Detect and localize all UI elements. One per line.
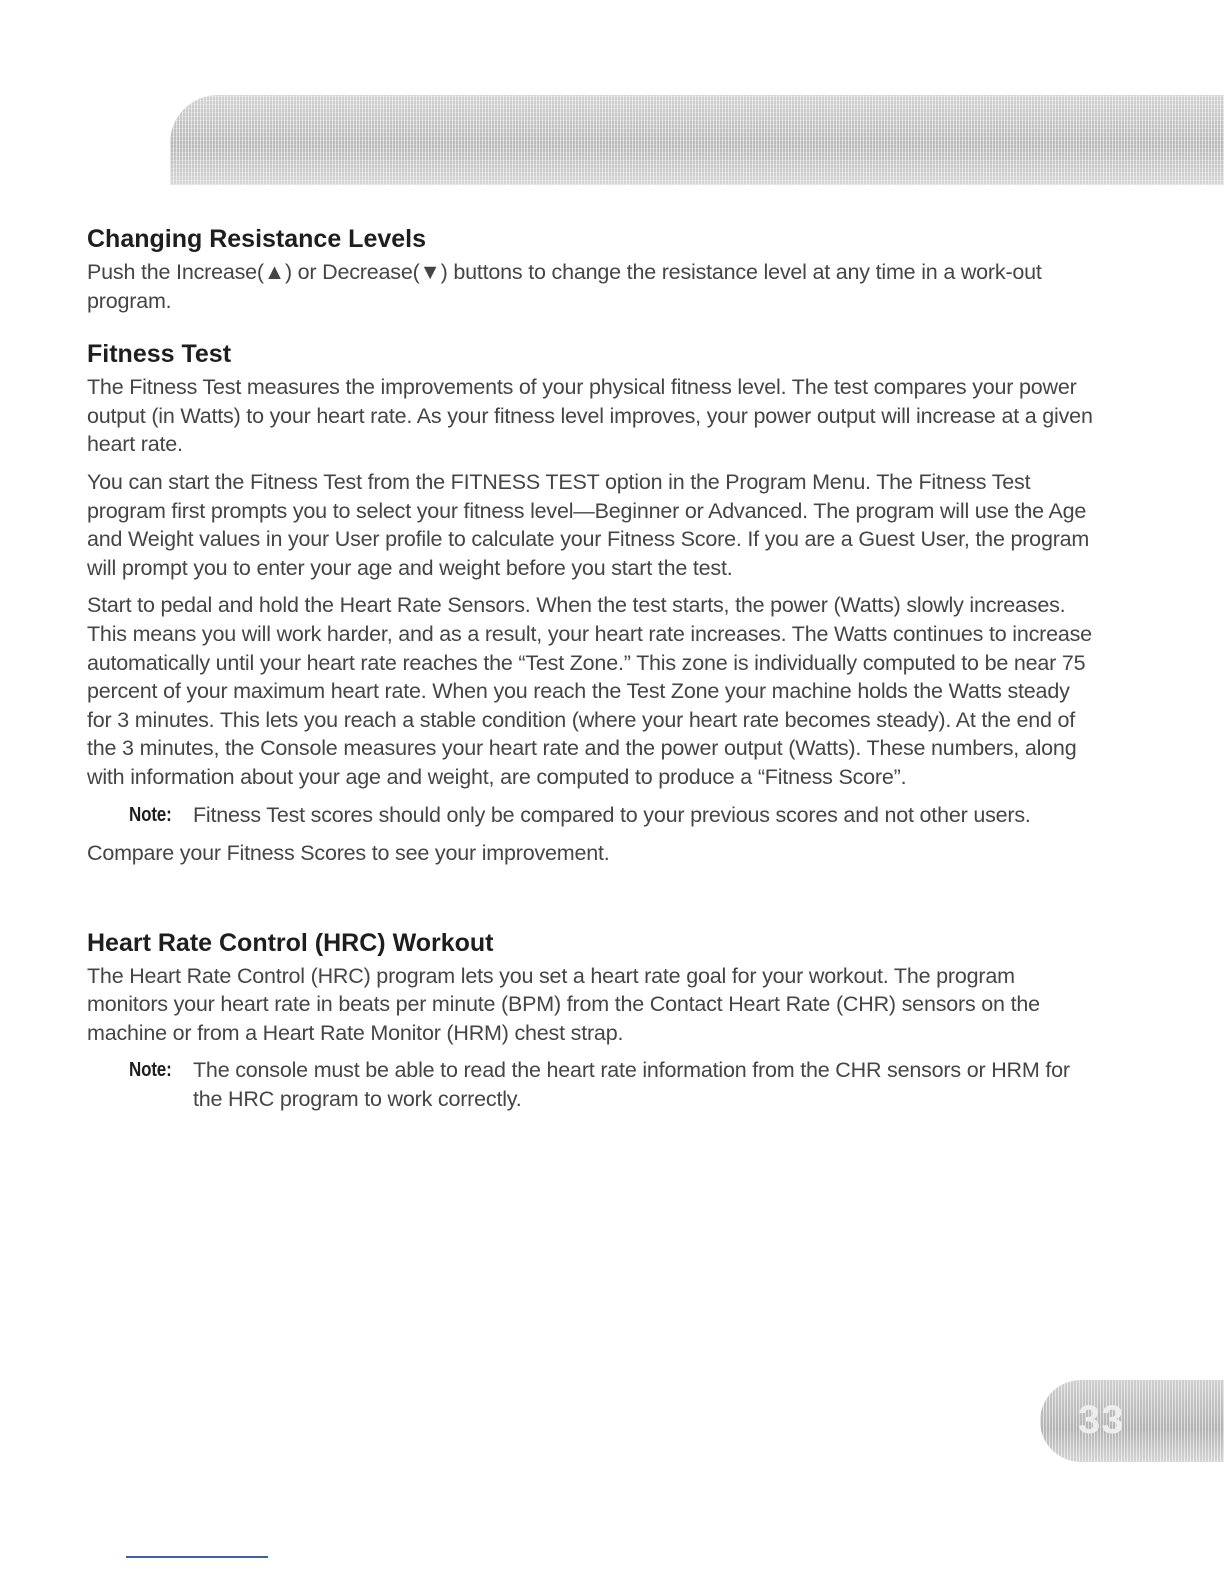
section-hrc-workout — [87, 926, 1097, 1114]
paragraph: You can start the Fitness Test from the FITNESS TEST option in the Program Menu. The Fitness Test program first prompts you to select your fitness level—Beginner or Advanced. The program will use the Age and Weight values in your User profile to calculate your Fitness Score. If you are a Guest User, the program will prompt you to enter your age and weight before you start the test. — [87, 469, 1090, 580]
paragraph: The Fitness Test measures the improvements of your physical fitness level. The test compares your power output (in Watts) to your heart rate. As your fitness level improves, your power output will increase at a given heart rate. — [87, 375, 1093, 457]
note — [129, 801, 1097, 830]
footer-rule — [126, 1556, 268, 1558]
page-content — [87, 222, 1097, 1136]
page-number-badge — [1040, 1380, 1224, 1462]
section-fitness-test — [87, 337, 1097, 868]
paragraph: Compare your Fitness Scores to see your improvement. — [87, 841, 610, 866]
section-title: Heart Rate Control (HRC) Workout — [87, 928, 494, 957]
paragraph: Push the Increase(▲) or Decrease(▼) buttons to change the resistance level at any time in a work-out program. — [87, 260, 1042, 313]
header-banner — [170, 95, 1224, 185]
note-label: Note: — [129, 803, 172, 826]
note-label: Note: — [129, 1059, 172, 1082]
note-text: The console must be able to read the heart rate information from the CHR sensors or HRM for the HRC program to work correctly. — [193, 1058, 1070, 1112]
page-number: 33 — [1078, 1398, 1125, 1442]
note — [129, 1056, 1097, 1113]
section-title: Changing Resistance Levels — [87, 225, 427, 253]
paragraph: The Heart Rate Control (HRC) program lets you set a heart rate goal for your workout. The program monitors your heart rate in beats per minute (BPM) from the Contact Heart Rate (CHR) sensors on the machine or from a Heart Rate Monitor (HRM) chest strap. — [87, 963, 1040, 1045]
note-text: Fitness Test scores should only be compared to your previous scores and not other users. — [193, 802, 1031, 827]
paragraph: Start to pedal and hold the Heart Rate Sensors. When the test starts, the power (Watts) slowly increases. This means you will work harder, and as a result, your heart rate increases. The Watts continues to increase automatically until your heart rate reaches the “Test Zone.” This zone is individually computed to be near 75 percent of your maximum heart rate. When you reach the Test Zone your machine holds the Watts steady for 3 minutes. This lets you reach a stable condition (where your heart rate becomes steady). At the end of the 3 minutes, the Console measures your heart rate and the power output (Watts). These numbers, along with information about your age and weight, are computed to produce a “Fitness Score”. — [87, 593, 1092, 789]
section-title: Fitness Test — [87, 340, 232, 369]
section-changing-resistance — [87, 222, 1097, 315]
